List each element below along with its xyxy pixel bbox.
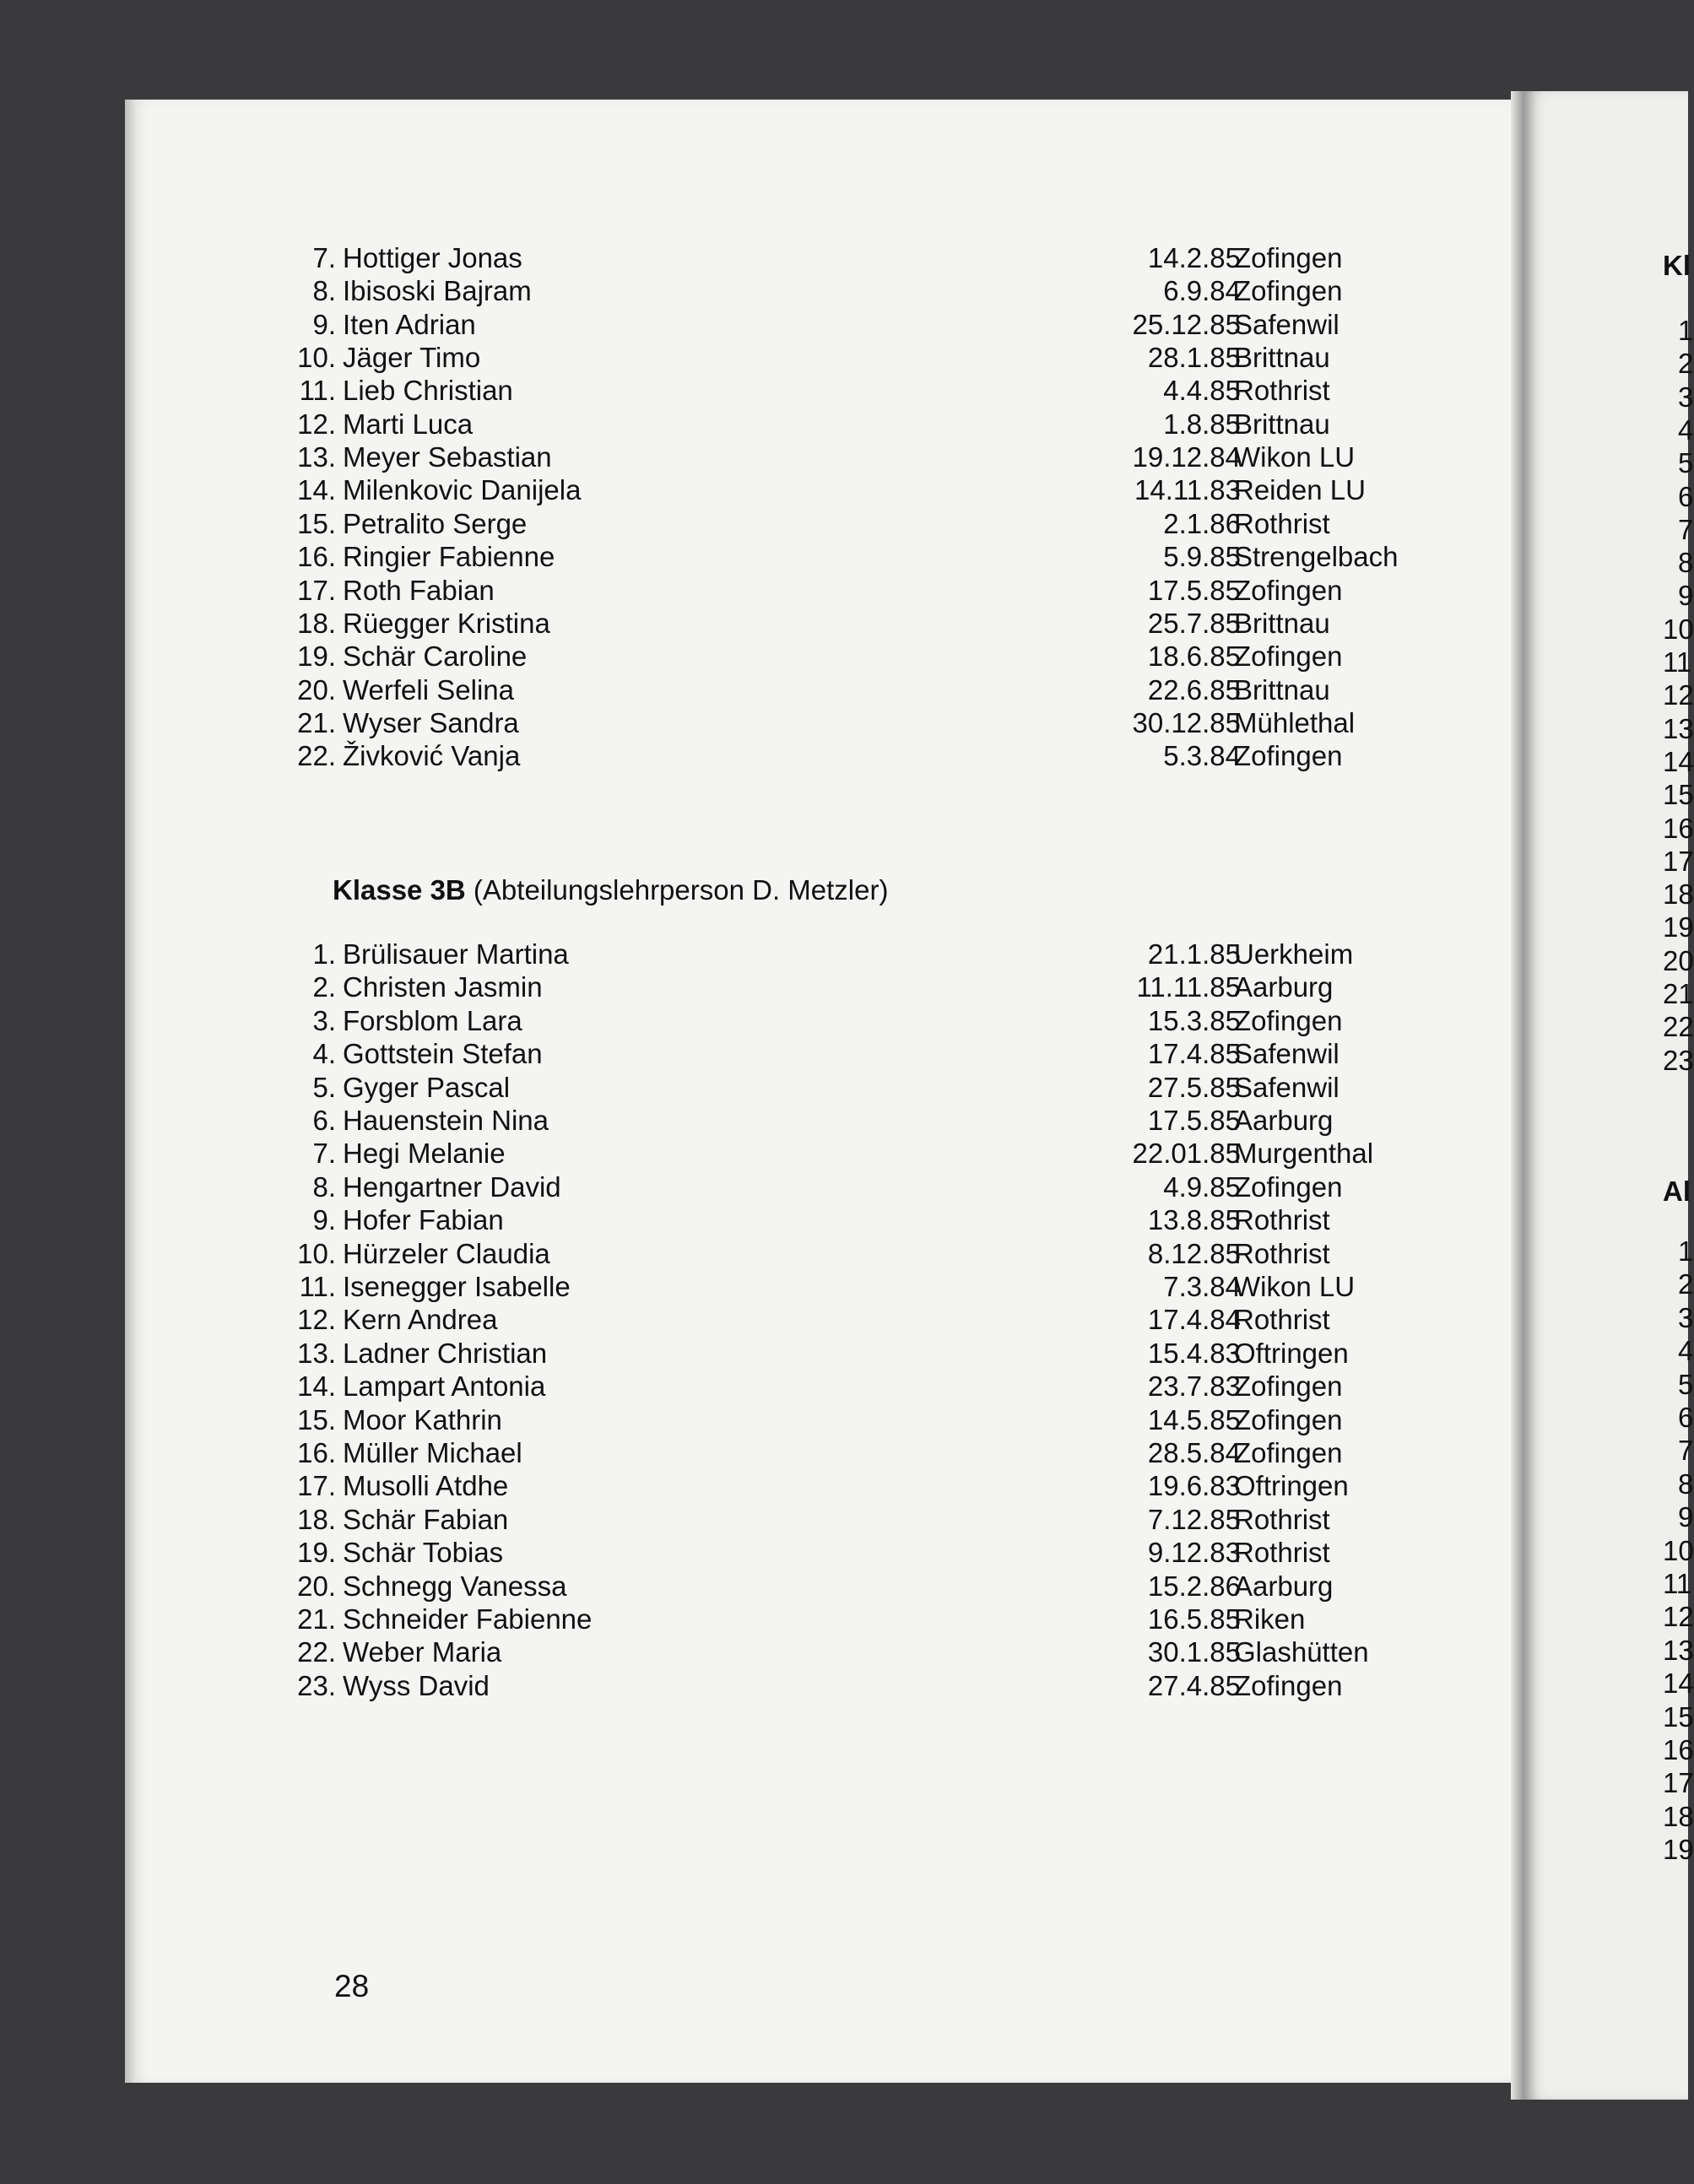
birth-date: 15.4.83 (1147, 1337, 1241, 1369)
right-page-number: 14 (1663, 1668, 1694, 1700)
right-page-number: 1 (1678, 315, 1694, 346)
right-page-number: 12 (1663, 679, 1694, 711)
list-number: 9. (312, 308, 336, 340)
class-heading-label: Klasse 3B (333, 874, 466, 905)
list-number: 2. (312, 971, 336, 1003)
home-town: Wikon LU (1234, 1271, 1356, 1302)
right-page-number: 9 (1678, 580, 1694, 612)
list-number: 13. (297, 441, 336, 473)
home-town: Rothrist (1234, 375, 1330, 407)
birth-date: 28.1.85 (1147, 342, 1241, 374)
list-number: 20. (297, 1570, 336, 1602)
student-name: Schär Fabian (343, 1503, 509, 1535)
right-page-number: 8 (1678, 547, 1694, 579)
list-number: 15. (297, 507, 336, 539)
birth-date: 14.5.85 (1147, 1403, 1241, 1435)
home-town: Uerkheim (1234, 938, 1354, 970)
list-number: 11. (299, 1271, 336, 1302)
list-number: 12. (297, 1304, 336, 1336)
right-page-number: 2 (1678, 1268, 1694, 1300)
right-page-number: 3 (1678, 381, 1694, 413)
student-name: Schneider Fabienne (343, 1603, 593, 1635)
home-town: Mühlethal (1234, 706, 1356, 738)
right-page-number: 3 (1678, 1301, 1694, 1333)
list-number: 21. (297, 1603, 336, 1635)
list-number: 20. (297, 673, 336, 705)
right-page-number: 4 (1678, 414, 1694, 446)
list-number: 12. (297, 408, 336, 440)
student-name: Isenegger Isabelle (343, 1271, 571, 1302)
student-name: Hengartner David (343, 1170, 561, 1203)
student-name: Hürzeler Claudia (343, 1237, 550, 1269)
home-town: Zofingen (1234, 574, 1343, 606)
birth-date: 4.4.85 (1163, 375, 1241, 407)
student-name: Müller Michael (343, 1437, 522, 1468)
birth-date: 2.1.86 (1163, 507, 1241, 539)
birth-date: 25.7.85 (1147, 607, 1241, 639)
home-town: Riken (1234, 1603, 1306, 1635)
student-name: Gottstein Stefan (343, 1038, 543, 1070)
list-number: 5. (312, 1071, 336, 1103)
student-name: Wyss David (343, 1669, 490, 1701)
birth-date: 9.12.83 (1147, 1537, 1241, 1569)
right-page-number: 8 (1678, 1468, 1694, 1500)
birth-date: 28.5.84 (1147, 1437, 1241, 1468)
home-town: Zofingen (1234, 1403, 1343, 1435)
birth-date: 17.5.85 (1147, 1105, 1241, 1136)
birth-date: 25.12.85 (1132, 308, 1241, 340)
birth-date: 27.4.85 (1147, 1669, 1241, 1701)
list-number: 16. (297, 1437, 336, 1468)
list-number: 18. (297, 1503, 336, 1535)
student-name: Milenkovic Danijela (343, 474, 582, 506)
student-name: Kern Andrea (343, 1304, 498, 1336)
list-number: 14. (297, 474, 336, 506)
right-page-number: 6 (1678, 1402, 1694, 1433)
student-name: Lieb Christian (343, 375, 513, 407)
student-name: Meyer Sebastian (343, 441, 552, 473)
right-page-number: 19 (1663, 1834, 1694, 1866)
right-page-number: 13 (1663, 1634, 1694, 1666)
right-page-number: 12 (1663, 1601, 1694, 1633)
right-page-number: 10 (1663, 1534, 1694, 1566)
home-town: Zofingen (1234, 275, 1343, 307)
birth-date: 22.6.85 (1147, 673, 1241, 705)
student-name: Rüegger Kristina (343, 607, 550, 639)
right-page-number: 7 (1678, 513, 1694, 545)
home-town: Aarburg (1234, 1105, 1334, 1136)
student-name: Ibisoski Bajram (343, 275, 532, 307)
student-name: Roth Fabian (343, 574, 495, 606)
home-town: Oftringen (1234, 1337, 1349, 1369)
birth-date: 11.11.85 (1136, 971, 1241, 1003)
list-number: 18. (297, 607, 336, 639)
list-number: 7. (312, 1138, 336, 1170)
right-page-number: 16 (1663, 812, 1694, 844)
home-town: Brittnau (1234, 408, 1330, 440)
right-page-number: 15 (1663, 1700, 1694, 1733)
right-page-number: 21 (1663, 978, 1694, 1009)
list-number: 1. (312, 938, 336, 970)
right-page-number: 15 (1663, 779, 1694, 811)
home-town: Oftringen (1234, 1470, 1349, 1502)
birth-date: 19.6.83 (1147, 1470, 1241, 1502)
home-town: Strengelbach (1234, 541, 1399, 573)
home-town: Zofingen (1234, 1669, 1343, 1701)
right-page-number: 18 (1663, 878, 1694, 911)
right-page-number: 18 (1663, 1800, 1694, 1832)
home-town: Brittnau (1234, 342, 1330, 374)
birth-date: 5.3.84 (1163, 740, 1241, 772)
list-number: 22. (297, 1636, 336, 1668)
student-name: Hottiger Jonas (343, 242, 522, 273)
home-town: Zofingen (1234, 1004, 1343, 1036)
home-town: Safenwil (1234, 1038, 1340, 1070)
birth-date: 17.4.84 (1147, 1304, 1241, 1336)
student-name: Iten Adrian (343, 308, 476, 340)
birth-date: 15.3.85 (1147, 1004, 1241, 1036)
page-number: 28 (334, 1969, 370, 2003)
list-number: 13. (297, 1337, 336, 1369)
home-town: Aarburg (1234, 971, 1334, 1003)
student-name: Marti Luca (343, 408, 474, 440)
student-name: Ladner Christian (343, 1337, 548, 1369)
birth-date: 23.7.83 (1147, 1370, 1241, 1403)
student-name: Schär Caroline (343, 641, 528, 673)
right-page-number: 5 (1678, 447, 1694, 479)
right-page-number: 23 (1663, 1044, 1694, 1076)
home-town: Rothrist (1234, 1204, 1330, 1236)
list-number: 19. (297, 1537, 336, 1569)
birth-date: 22.01.85 (1132, 1138, 1241, 1170)
student-name: Hauenstein Nina (343, 1105, 549, 1136)
home-town: Zofingen (1234, 740, 1343, 772)
list-number: 23. (297, 1669, 336, 1701)
student-name: Weber Maria (343, 1636, 502, 1668)
birth-date: 18.6.85 (1147, 641, 1241, 673)
list-number: 22. (297, 740, 336, 772)
home-town: Rothrist (1234, 1304, 1330, 1336)
list-number: 8. (312, 275, 336, 307)
list-number: 6. (312, 1105, 336, 1136)
list-number: 17. (297, 574, 336, 606)
birth-date: 21.1.85 (1147, 938, 1241, 970)
student-name: Gyger Pascal (343, 1071, 511, 1103)
student-name: Musolli Atdhe (343, 1470, 509, 1502)
birth-date: 27.5.85 (1147, 1071, 1241, 1103)
student-name: Forsblom Lara (343, 1004, 522, 1036)
student-name: Hegi Melanie (343, 1138, 506, 1170)
birth-date: 8.12.85 (1147, 1237, 1241, 1269)
home-town: Zofingen (1234, 1170, 1343, 1203)
birth-date: 5.9.85 (1163, 541, 1241, 573)
birth-date: 7.3.84 (1163, 1271, 1241, 1302)
home-town: Zofingen (1234, 242, 1343, 273)
right-page-number: 4 (1678, 1335, 1694, 1367)
list-number: 11. (299, 375, 336, 407)
home-town: Zofingen (1234, 1370, 1343, 1403)
birth-date: 17.5.85 (1147, 574, 1241, 606)
list-number: 10. (297, 1237, 336, 1269)
birth-date: 4.9.85 (1163, 1170, 1241, 1203)
right-page-number: 17 (1663, 1767, 1694, 1799)
student-name: Ringier Fabienne (343, 541, 555, 573)
birth-date: 13.8.85 (1147, 1204, 1241, 1236)
student-name: Brülisauer Martina (343, 938, 569, 970)
home-town: Brittnau (1234, 607, 1330, 639)
list-number: 14. (297, 1370, 336, 1403)
list-number: 7. (312, 242, 336, 273)
right-page-number: 11 (1663, 646, 1692, 678)
birth-date: 1.8.85 (1163, 408, 1241, 440)
student-name: Werfeli Selina (343, 673, 514, 705)
home-town: Zofingen (1234, 641, 1343, 673)
class-heading (333, 873, 888, 907)
list-number: 21. (297, 706, 336, 738)
birth-date: 14.2.85 (1147, 242, 1241, 273)
right-page-number: 11 (1663, 1568, 1692, 1599)
right-page-number: 19 (1663, 911, 1694, 943)
student-name: Jäger Timo (343, 342, 481, 374)
class-heading-teacher: (Abteilungslehrperson D. Metzler) (465, 874, 889, 905)
student-name: Hofer Fabian (343, 1204, 504, 1236)
home-town: Rothrist (1234, 1537, 1330, 1569)
student-name: Schnegg Vanessa (343, 1570, 567, 1602)
birth-date: 17.4.85 (1147, 1038, 1241, 1070)
page-edge (125, 100, 137, 2083)
home-town: Murgenthal (1234, 1138, 1374, 1170)
right-page-number: 22 (1663, 1011, 1694, 1043)
home-town: Wikon LU (1234, 441, 1356, 473)
right-page-number: 2 (1678, 348, 1694, 380)
student-name: Christen Jasmin (343, 971, 543, 1003)
home-town: Rothrist (1234, 507, 1330, 539)
right-page-number: 14 (1663, 745, 1694, 777)
right-page-number: 7 (1678, 1435, 1694, 1467)
right-page-number: 5 (1678, 1368, 1694, 1400)
list-number: 15. (297, 1403, 336, 1435)
birth-date: 6.9.84 (1163, 275, 1241, 307)
right-page-number: 16 (1663, 1734, 1694, 1765)
home-town: Safenwil (1234, 1071, 1340, 1103)
right-page-number: 9 (1678, 1501, 1694, 1533)
list-number: 8. (312, 1170, 336, 1203)
birth-date: 19.12.84 (1132, 441, 1241, 473)
right-page-number: 17 (1663, 845, 1694, 877)
student-name: Živković Vanja (343, 740, 521, 772)
birth-date: 30.1.85 (1147, 1636, 1241, 1668)
birth-date: 30.12.85 (1132, 706, 1241, 738)
home-town: Safenwil (1234, 308, 1340, 340)
home-town: Rothrist (1234, 1503, 1330, 1535)
list-number: 9. (312, 1204, 336, 1236)
home-town: Glashütten (1234, 1636, 1369, 1668)
list-number: 4. (312, 1038, 336, 1070)
student-name: Wyser Sandra (343, 706, 519, 738)
right-page-heading: Kl (1663, 250, 1691, 281)
birth-date: 16.5.85 (1147, 1603, 1241, 1635)
list-number: 3. (312, 1004, 336, 1036)
home-town: Rothrist (1234, 1237, 1330, 1269)
home-town: Brittnau (1234, 673, 1330, 705)
home-town: Zofingen (1234, 1437, 1343, 1468)
right-page-heading-lower: Al (1663, 1176, 1691, 1207)
birth-date: 14.11.83 (1134, 474, 1241, 506)
right-page-number: 10 (1663, 613, 1694, 645)
home-town: Aarburg (1234, 1570, 1334, 1602)
student-name: Petralito Serge (343, 507, 528, 539)
list-number: 17. (297, 1470, 336, 1502)
list-number: 16. (297, 541, 336, 573)
student-name: Moor Kathrin (343, 1403, 502, 1435)
right-page-number: 1 (1678, 1235, 1694, 1267)
right-page-number: 6 (1678, 480, 1694, 512)
home-town: Reiden LU (1234, 474, 1366, 506)
birth-date: 7.12.85 (1147, 1503, 1241, 1535)
right-page-number: 20 (1663, 944, 1694, 976)
birth-date: 15.2.86 (1147, 1570, 1241, 1602)
list-number: 10. (297, 342, 336, 374)
list-number: 19. (297, 641, 336, 673)
student-name: Lampart Antonia (343, 1370, 546, 1403)
right-page-number: 13 (1663, 712, 1694, 744)
student-name: Schär Tobias (343, 1537, 504, 1569)
